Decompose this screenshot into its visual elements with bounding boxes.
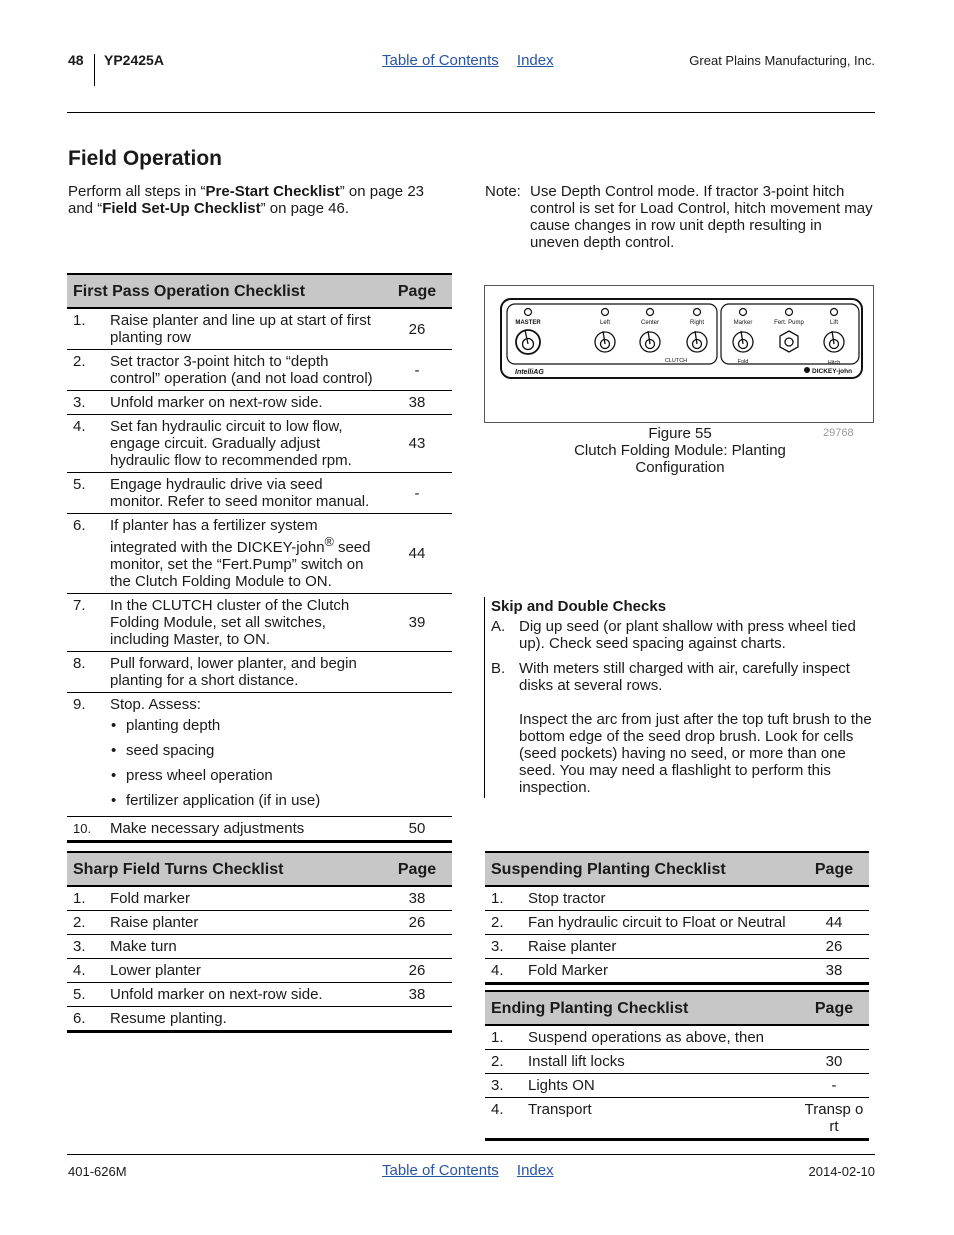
step-content xyxy=(110,693,382,817)
step-text: Raise planter and line up at start of first planting row xyxy=(110,308,382,350)
page-column-header: Page xyxy=(382,852,452,886)
step-text: Make necessary adjustments xyxy=(110,820,305,837)
page-ref: 26 xyxy=(382,308,452,350)
step-number: 10. xyxy=(73,821,92,836)
step-text: Fan hydraulic circuit to Float or Neutral xyxy=(528,911,799,935)
table-row xyxy=(67,693,452,817)
suspending-planting-checklist xyxy=(485,851,869,985)
fig-label: Fert. Pump xyxy=(774,320,804,326)
table-row xyxy=(485,935,869,959)
step-number: 2. xyxy=(485,911,528,935)
table-row xyxy=(485,886,869,911)
step-text: Engage hydraulic drive via seed monitor. Refer to seed monitor manual. xyxy=(110,473,382,514)
step-number: 8. xyxy=(67,652,110,693)
step-text: In the CLUTCH cluster of the Clutch Folding Module, set all switches, including Master, to ON. xyxy=(110,594,382,652)
skip-double-checks xyxy=(491,598,876,804)
sharp-turns-checklist xyxy=(67,851,452,1033)
table-row xyxy=(67,935,452,959)
index-link[interactable]: Index xyxy=(516,1162,554,1179)
header-nav xyxy=(382,52,568,69)
table-row xyxy=(67,1007,452,1032)
step-text-part: seed monitor, set the “Fert.Pump” switch on the Clutch Folding Module to ON. xyxy=(110,539,371,590)
step-text: Unfold marker on next-row side. xyxy=(110,391,382,415)
page-ref: - xyxy=(382,473,452,514)
assess-list xyxy=(110,713,376,813)
page-column-header: Page xyxy=(799,852,869,886)
page-ref: 38 xyxy=(382,886,452,911)
table-row xyxy=(67,817,452,842)
page-ref xyxy=(382,1007,452,1032)
figure-caption xyxy=(570,425,790,476)
page-ref: 38 xyxy=(382,391,452,415)
list-item xyxy=(491,618,876,652)
fig-brand: IntelliAG xyxy=(515,369,544,376)
step-number: 4. xyxy=(491,1101,504,1118)
page-ref: 30 xyxy=(799,1050,869,1074)
skip-margin-bar xyxy=(484,597,485,798)
page-ref: 43 xyxy=(382,415,452,473)
company-name: Great Plains Manufacturing, Inc. xyxy=(689,53,875,68)
table-title: Sharp Field Turns Checklist xyxy=(67,852,382,886)
step-text: Raise planter xyxy=(528,935,799,959)
page-ref xyxy=(382,652,452,693)
step-text: Transport xyxy=(528,1101,592,1118)
index-link[interactable]: Index xyxy=(516,52,554,69)
figure-frame xyxy=(484,285,874,423)
page-column-header: Page xyxy=(382,274,452,308)
fig-label: Lift xyxy=(829,320,839,326)
table-row xyxy=(67,983,452,1007)
page-ref: 44 xyxy=(799,911,869,935)
page-ref xyxy=(799,1025,869,1050)
step-number: 4. xyxy=(67,959,110,983)
table-row xyxy=(67,391,452,415)
note-label: Note: xyxy=(485,183,521,200)
item-label: A. xyxy=(491,618,506,635)
step-number: 1. xyxy=(485,1025,528,1050)
note-text: Use Depth Control mode. If tractor 3-point hitch control is set for Load Control, hitch movement may cause changes in row unit depth resulting in uneven depth control. xyxy=(530,183,873,251)
table-row xyxy=(67,911,452,935)
page-ref xyxy=(799,886,869,911)
toc-link[interactable]: Table of Contents xyxy=(382,52,499,69)
step-text: Install lift locks xyxy=(528,1050,799,1074)
fig-label: Left xyxy=(599,320,611,326)
step-text: Raise planter xyxy=(110,911,382,935)
step-number: 3. xyxy=(485,935,528,959)
table-title: Ending Planting Checklist xyxy=(485,991,799,1025)
table-row xyxy=(67,308,452,350)
doc-number: 401-626M xyxy=(68,1164,127,1179)
table-title: First Pass Operation Checklist xyxy=(67,274,382,308)
list-item: • seed spacing xyxy=(110,738,376,763)
step-text: Make turn xyxy=(110,935,382,959)
toc-link[interactable]: Table of Contents xyxy=(382,1162,499,1179)
clutch-folding-module-illustration xyxy=(485,286,873,422)
doc-date: 2014-02-10 xyxy=(808,1164,875,1179)
skip-title: Skip and Double Checks xyxy=(491,598,667,615)
item-label: B. xyxy=(491,660,506,677)
page-ref xyxy=(382,935,452,959)
intro-text: Perform all steps in “ xyxy=(68,183,206,200)
registered-mark: ® xyxy=(324,535,334,549)
step-number: 3. xyxy=(67,935,110,959)
step-number: 3. xyxy=(67,391,110,415)
table-row xyxy=(485,1025,869,1050)
item-text: With meters still charged with air, carefully inspect disks at several rows. xyxy=(519,660,850,694)
header-divider xyxy=(94,54,95,86)
step-number: 5. xyxy=(67,473,110,514)
item-extra-text: Inspect the arc from just after the top tuft brush to the bottom edge of the seed drop brush. Look for cells (seed pockets) having no seed, or more than one seed. You may need a flashlight to perform this inspection. xyxy=(519,711,872,796)
list-item: • planting depth xyxy=(110,713,376,738)
step-text: Resume planting. xyxy=(110,1010,227,1027)
step-number: 1. xyxy=(485,886,528,911)
step-number: 1. xyxy=(67,886,110,911)
table-row xyxy=(485,1074,869,1098)
step-number: 2. xyxy=(67,350,110,391)
footer-rule xyxy=(67,1154,875,1155)
item-text: Dig up seed (or plant shallow with press wheel tied up). Check seed spacing against charts. xyxy=(519,618,856,652)
page-ref: 44 xyxy=(382,514,452,594)
fig-label: Marker xyxy=(733,320,753,326)
page-ref: 39 xyxy=(382,594,452,652)
page-number: 48 xyxy=(68,52,84,68)
page-ref: 26 xyxy=(382,911,452,935)
page-ref: 26 xyxy=(382,959,452,983)
intro-text: ” on page 23 and “ xyxy=(68,183,425,217)
page-ref: 38 xyxy=(825,962,843,979)
step-number: 7. xyxy=(67,594,110,652)
table-row xyxy=(67,652,452,693)
page-ref xyxy=(382,693,452,817)
footer-nav xyxy=(382,1162,568,1179)
header-rule xyxy=(67,112,875,113)
fig-label: Center xyxy=(640,320,660,326)
list-item: • fertilizer application (if in use) xyxy=(110,788,376,813)
step-text: Unfold marker on next-row side. xyxy=(110,983,382,1007)
step-number: 2. xyxy=(67,911,110,935)
page-ref: Transp ort xyxy=(804,1101,864,1135)
page-column-header: Page xyxy=(799,991,869,1025)
table-title: Suspending Planting Checklist xyxy=(485,852,799,886)
step-text: Stop. Assess: xyxy=(110,696,201,713)
step-number: 6. xyxy=(73,1010,86,1027)
fig-label: Hitch xyxy=(827,360,841,366)
table-row xyxy=(485,1098,869,1140)
table-row xyxy=(67,415,452,473)
table-row xyxy=(485,959,869,984)
step-text: Fold marker xyxy=(110,886,382,911)
table-row xyxy=(485,1050,869,1074)
step-number: 2. xyxy=(485,1050,528,1074)
step-text: Lower planter xyxy=(110,959,382,983)
intro-text: ” on page 46. xyxy=(260,200,349,217)
ending-planting-checklist xyxy=(485,990,869,1141)
step-number: 3. xyxy=(485,1074,528,1098)
step-number: 4. xyxy=(67,415,110,473)
list-item: • press wheel operation xyxy=(110,763,376,788)
step-number: 6. xyxy=(67,514,110,594)
step-number: 5. xyxy=(67,983,110,1007)
intro-ref-setup: Field Set-Up Checklist xyxy=(102,200,261,217)
step-text: Pull forward, lower planter, and begin planting for a short distance. xyxy=(110,652,382,693)
intro-ref-prestart: Pre-Start Checklist xyxy=(205,183,340,200)
fig-label: MASTER xyxy=(515,320,541,326)
step-number: 1. xyxy=(67,308,110,350)
page-ref: - xyxy=(799,1074,869,1098)
fig-label: CLUTCH xyxy=(664,358,688,364)
step-number: 4. xyxy=(491,962,504,979)
table-row xyxy=(67,959,452,983)
step-text: Suspend operations as above, then xyxy=(528,1025,799,1050)
table-row xyxy=(67,514,452,594)
step-text: Fold Marker xyxy=(528,962,609,979)
page-ref: - xyxy=(382,350,452,391)
section-title: Field Operation xyxy=(68,147,223,170)
table-row xyxy=(67,473,452,514)
table-row xyxy=(67,886,452,911)
list-item xyxy=(491,660,876,796)
page-ref: 50 xyxy=(408,820,426,837)
step-text: Set fan hydraulic circuit to low flow, engage circuit. Gradually adjust hydraulic flow to recommended rpm. xyxy=(110,415,382,473)
step-text: Set tractor 3-point hitch to “depth control” operation (and not load control) xyxy=(110,350,382,391)
step-text: Lights ON xyxy=(528,1074,799,1098)
figure-image-id: 29768 xyxy=(823,427,854,439)
page-ref: 26 xyxy=(799,935,869,959)
fig-label: Right xyxy=(689,320,705,326)
page-ref: 38 xyxy=(382,983,452,1007)
step-number: 9. xyxy=(67,693,110,817)
figure-number: Figure 55 xyxy=(648,425,712,442)
intro-paragraph xyxy=(68,183,453,217)
table-row xyxy=(67,350,452,391)
table-row xyxy=(485,911,869,935)
step-text: Stop tractor xyxy=(528,886,799,911)
step-text-part: If planter has a fertilizer system integrated with the DICKEY-john xyxy=(110,517,325,556)
step-text xyxy=(110,514,382,594)
fig-label: Fold xyxy=(737,359,749,365)
figure-caption-text: Clutch Folding Module: Planting Configuration xyxy=(574,442,786,476)
doc-code: YP2425A xyxy=(104,52,164,68)
first-pass-checklist xyxy=(67,273,452,843)
fig-brand: DICKEY-john xyxy=(812,368,853,375)
table-row xyxy=(67,594,452,652)
